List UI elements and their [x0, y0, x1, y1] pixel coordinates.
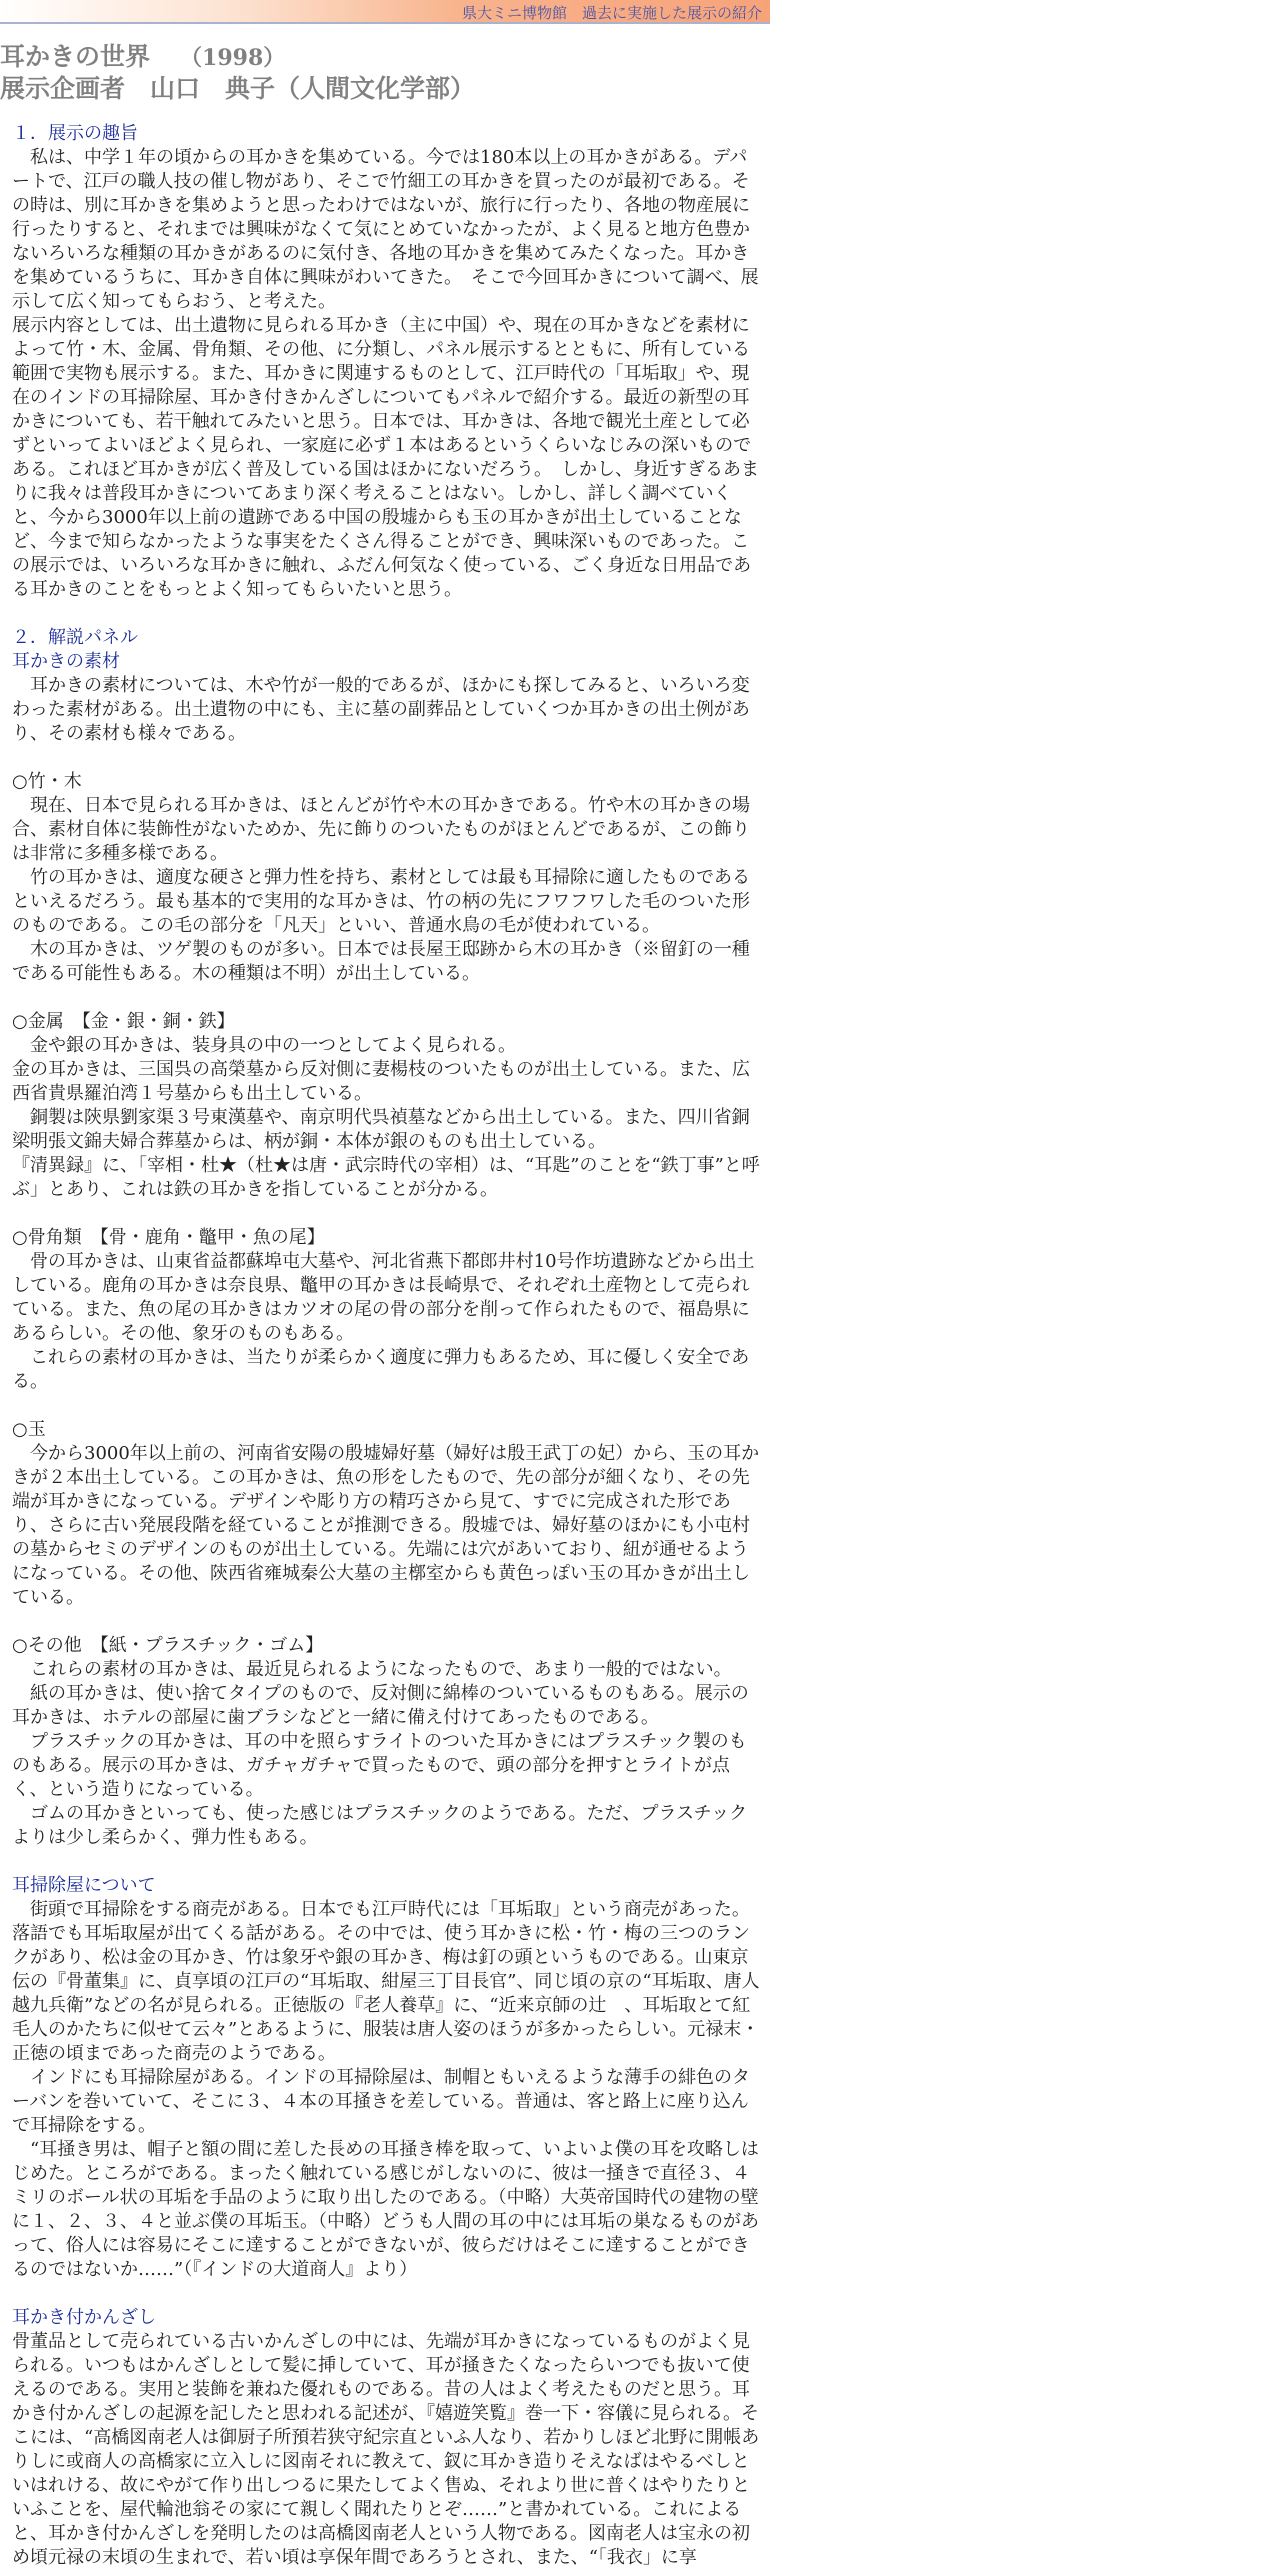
paragraph: 耳かきの素材については、木や竹が一般的であるが、ほかにも探してみると、いろいろ変わった素材がある。出土遺物の中にも、主に墓の副葬品としていくつか耳かきの出土例があり、その素材も様々である。 — [12, 675, 750, 744]
section-heading: ２．解説パネル — [12, 627, 138, 648]
exhibit-planner: 展示企画者 山口 典子（人間文化学部） — [0, 74, 476, 103]
paragraph: ○玉 — [12, 1419, 46, 1440]
paragraph: これらの素材の耳かきは、当たりが柔らかく適度に弾力もあるため、耳に優しく安全である。 — [12, 1347, 750, 1392]
section-heading: 耳掃除屋について — [12, 1875, 156, 1896]
paragraph: プラスチックの耳かきは、耳の中を照らすライトのついた耳かきにはプラスチック製のものもある。展示の耳かきは、ガチャガチャで買ったもので、頭の部分を押すとライトが点く、という造りになっている。 — [12, 1731, 747, 1800]
top-banner — [0, 0, 770, 24]
section-gap — [12, 2282, 764, 2306]
section-gap — [12, 1610, 764, 1634]
paragraph: 紙の耳かきは、使い捨てタイプのもので、反対側に綿棒のついているものもある。展示の耳かきは、ホテルの部屋に歯ブラシなどと一緒に備え付けてあったものである。 — [12, 1683, 749, 1728]
paragraph: ○金属 【金・銀・銅・鉄】 — [12, 1011, 235, 1032]
paragraph: 街頭で耳掃除をする商売がある。日本でも江戸時代には「耳垢取」という商売があった。落語でも耳垢取屋が出てくる話がある。その中では、使う耳かきに松・竹・梅の三つのランクがあり、松は金の耳かき、竹は象牙や銀の耳かき、梅は釘の頭というものである。山東京伝の『骨董集』に、貞享頃の江戸の“耳垢取、紺屋三丁目長官”、同じ頃の京の“耳垢取、唐人越九兵衛”などの名が見られる。正徳版の『老人養草』に、“近来京師の辻 、耳垢取とて紅毛人のかたちに似せて云々”とあるように、服装は唐人姿のほうが多かったらしい。元禄末・正徳の頃まであった商売のようである。 — [12, 1899, 760, 2064]
section-gap — [12, 602, 764, 626]
paragraph: ○その他 【紙・プラスチック・ゴム】 — [12, 1635, 324, 1656]
title-year: （1998） — [180, 45, 286, 71]
section-gap — [12, 1394, 764, 1418]
museum-link[interactable]: 県大ミニ博物館 — [461, 4, 567, 22]
paragraph: “耳掻き男は、帽子と額の間に差した長めの耳掻き棒を取って、いよいよ僕の耳を攻略しはじめた。ところがである。まったく触れている感じがしないのに、彼は一掻きで直径３、４ミリのボール状の耳垢を手品のように取り出したのである。（中略）大英帝国時代の建物の壁に１、２、３、４と並ぶ僕の耳垢玉。（中略）どうも人間の耳の中には耳垢の巣なるものがあって、俗人には容易にそこに達することができないが、彼らだけはそこに達することができるのではないか……”（『インドの大道商人』より） — [12, 2139, 759, 2280]
paragraph: ゴムの耳かきといっても、使った感じはプラスチックのようである。ただ、プラスチックよりは少し柔らかく、弾力性もある。 — [12, 1803, 748, 1848]
paragraph: 金や銀の耳かきは、装身具の中の一つとしてよく見られる。 — [12, 1035, 516, 1056]
paragraph: ○骨角類 【骨・鹿角・鼈甲・魚の尾】 — [12, 1227, 325, 1248]
paragraph: 骨董品として売られている古いかんざしの中には、先端が耳かきになっているものがよく見られる。いつもはかんざしとして髪に挿していて、耳が掻きたくなったらいつでも抜いて使えるのである。実用と装飾を兼ねた優れものである。昔の人はよく考えたものだと思う。耳かき付かんざしの起源を記したと思われる記述が、『嬉遊笑覧』巻一下・容儀に見られる。そこには、“高橋図南老人は御厨子所預若狭守紀宗直といふ人なり、若かりしほど北野に開帳ありしに或商人の高橋家に立入しに図南それに教えて、釵に耳かき造りそえなばはやるべしといはれける、故にやがて作り出しつるに果たしてよく售ぬ、それより世に普くはやりたりといふことを、屋代輪池翁その家にて親しく聞れたりとぞ……”と書かれている。これによると、耳かき付かんざしを発明したのは高橋図南老人という人物である。図南老人は宝永の初め頃元禄の末頃の生まれで、若い頃は享保年間であろうとされ、また、“「我衣」に享 — [12, 2331, 760, 2568]
paragraph: 竹の耳かきは、適度な硬さと弾力性を持ち、素材としては最も耳掃除に適したものであるといえるだろう。最も基本的で実用的な耳かきは、竹の柄の先にフワフワした毛のついた形のものである。この毛の部分を「凡天」といい、普通水鳥の毛が使われている。 — [12, 867, 750, 936]
section-gap — [12, 1850, 764, 1874]
section-heading: 耳かきの素材 — [12, 651, 120, 672]
section-gap — [12, 1202, 764, 1226]
paragraph: ○竹・木 — [12, 771, 82, 792]
past-exhibits-link[interactable]: 過去に実施した展示の紹介 — [581, 4, 762, 22]
paragraph: 骨の耳かきは、山東省益都蘇埠屯大墓や、河北省燕下都郎井村10号作坊遺跡などから出土している。鹿角の耳かきは奈良県、鼈甲の耳かきは長崎県で、それぞれ土産物として売られている。また、魚の尾の耳かきはカツオの尾の骨の部分を削って作られたもので、福島県にあるらしい。その他、象牙のものもある。 — [12, 1251, 755, 1344]
section-gap — [12, 746, 764, 770]
paragraph: 銅製は陝県劉家渠３号東漢墓や、南京明代呉禎墓などから出土している。また、四川省銅梁明張文錦夫婦合葬墓からは、柄が銅・本体が銀のものも出土している。 — [12, 1107, 750, 1152]
paragraph: 金の耳かきは、三国呉の高榮墓から反対側に妻楊枝のついたものが出土している。また、広西省貴県羅泊湾１号墓からも出土している。 — [12, 1059, 750, 1104]
page-title — [0, 40, 285, 75]
paragraph: 『清異録』に、「宰相・杜★（杜★は唐・武宗時代の宰相）は、“耳匙”のことを“鉄丁事”と呼ぶ」とあり、これは鉄の耳かきを指していることが分かる。 — [12, 1155, 760, 1200]
paragraph: 木の耳かきは、ツゲ製のものが多い。日本では長屋王邸跡から木の耳かき（※留釘の一種である可能性もある。木の種類は不明）が出土している。 — [12, 939, 750, 984]
paragraph: 展示内容としては、出土遺物に見られる耳かき（主に中国）や、現在の耳かきなどを素材によって竹・木、金属、骨角類、その他、に分類し、パネル展示するとともに、所有している範囲で実物も展示する。また、耳かきに関連するものとして、江戸時代の「耳垢取」や、現在のインドの耳掃除屋、耳かき付きかんざしについてもパネルで紹介する。最近の新型の耳かきについても、若干触れてみたいと思う。日本では、耳かきは、各地で観光土産として必ずといってよいほどよく見られ、一家庭に必ず１本はあるというくらいなじみの深いものである。これほど耳かきが広く普及している国はほかにないだろう。 しかし、身近すぎるあまりに我々は普段耳かきについてあまり深く考えることはない。しかし、詳しく調べていくと、今から3000年以上前の遺跡である中国の殷墟からも玉の耳かきが出土していることなど、今まで知らなかったような事実をたくさん得ることができ、興味深いものであった。この展示では、いろいろな耳かきに触れ、ふだん何気なく使っている、ごく身近な日用品である耳かきのことをもっとよく知ってもらいたいと思う。 — [12, 315, 759, 600]
paragraph: 今から3000年以上前の、河南省安陽の殷墟婦好墓（婦好は殷王武丁の妃）から、玉の耳かきが２本出土している。この耳かきは、魚の形をしたもので、先の部分が細くなり、その先端が耳かきになっている。デザインや彫り方の精巧さから見て、すでに完成された形であり、さらに古い発展段階を経ていることが推測できる。殷墟では、婦好墓のほかにも小屯村の墓からセミのデザインのものが出土している。先端には穴があいており、紐が通せるようになっている。その他、陝西省雍城秦公大墓の主槨室からも黄色っぽい玉の耳かきが出土している。 — [12, 1443, 760, 1608]
article-body — [12, 122, 764, 2570]
paragraph: これらの素材の耳かきは、最近見られるようになったもので、あまり一般的ではない。 — [12, 1659, 732, 1680]
section-heading: １．展示の趣旨 — [12, 123, 138, 144]
section-heading: 耳かき付かんざし — [12, 2307, 156, 2328]
section-gap — [12, 986, 764, 1010]
paragraph: 現在、日本で見られる耳かきは、ほとんどが竹や木の耳かきである。竹や木の耳かきの場合、素材自体に装飾性がないためか、先に飾りのついたものがほとんどであるが、この飾りは非常に多種多様である。 — [12, 795, 750, 864]
title-text: 耳かきの世界 — [0, 42, 151, 71]
paragraph: インドにも耳掃除屋がある。インドの耳掃除屋は、制帽ともいえるような薄手の緋色のターバンを巻いていて、そこに３、４本の耳掻きを差している。普通は、客と路上に座り込んで耳掃除をする。 — [12, 2067, 750, 2136]
top-nav — [462, 2, 762, 23]
paragraph: 私は、中学１年の頃からの耳かきを集めている。今では180本以上の耳かきがある。デパートで、江戸の職人技の催し物があり、そこで竹細工の耳かきを買ったのが最初である。その時は、別に耳かきを集めようと思ったわけではないが、旅行に行ったり、各地の物産展に行ったりすると、それまでは興味がなくて気にとめていなかったが、よく見ると地方色豊かないろいろな種類の耳かきがあるのに気付き、各地の耳かきを集めてみたくなった。耳かきを集めているうちに、耳かき自体に興味がわいてきた。 そこで今回耳かきについて調べ、展示して広く知ってもらおう、と考えた。 — [12, 147, 759, 312]
